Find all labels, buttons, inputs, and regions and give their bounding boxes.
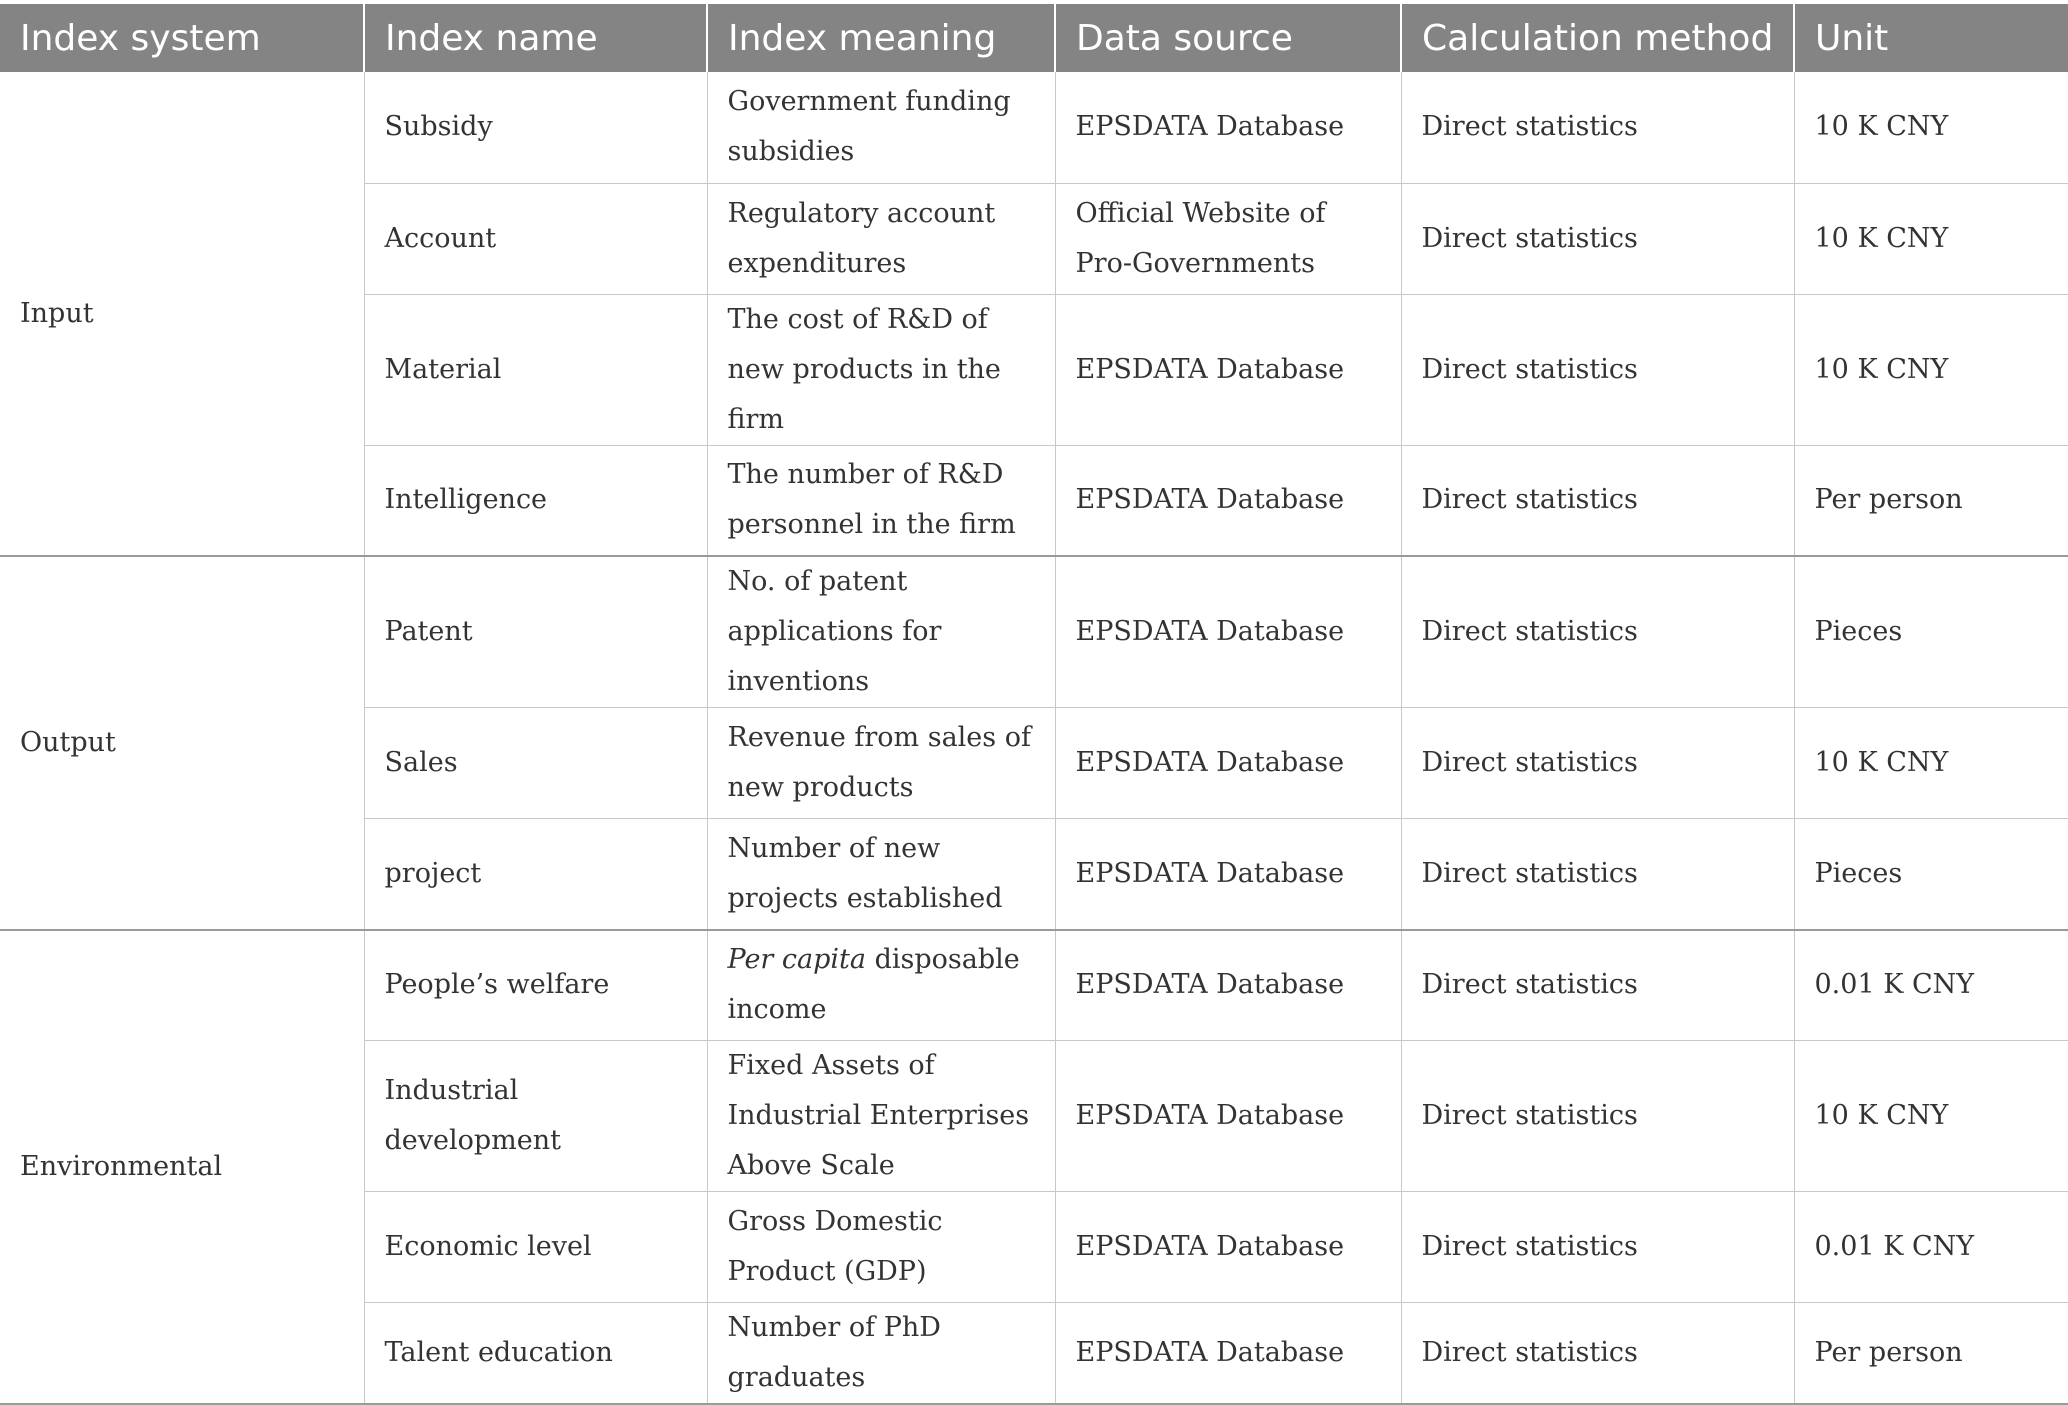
- index-meaning-cell: Number of new projects established: [707, 819, 1055, 930]
- data-source-cell: EPSDATA Database: [1055, 1192, 1401, 1303]
- calculation-method-cell: Direct statistics: [1401, 183, 1794, 294]
- unit-cell: Pieces: [1794, 819, 2068, 930]
- unit-cell: 10 K CNY: [1794, 183, 2068, 294]
- data-source-cell: EPSDATA Database: [1055, 556, 1401, 708]
- index-name-cell: Patent: [364, 556, 707, 708]
- index-name-cell: Subsidy: [364, 72, 707, 183]
- index-name-cell: People’s welfare: [364, 930, 707, 1041]
- data-source-cell: EPSDATA Database: [1055, 72, 1401, 183]
- table-row: [0, 556, 2068, 708]
- data-source-cell: EPSDATA Database: [1055, 819, 1401, 930]
- index-name-cell: Talent education: [364, 1303, 707, 1405]
- index-meaning-cell: Gross Domestic Product (GDP): [707, 1192, 1055, 1303]
- calculation-method-cell: Direct statistics: [1401, 72, 1794, 183]
- calculation-method-cell: Direct statistics: [1401, 930, 1794, 1041]
- data-source-cell: EPSDATA Database: [1055, 294, 1401, 445]
- index-meaning-cell: Number of PhD graduates: [707, 1303, 1055, 1405]
- calculation-method-cell: Direct statistics: [1401, 819, 1794, 930]
- header-data-source: Data source: [1055, 4, 1401, 72]
- unit-cell: 10 K CNY: [1794, 1041, 2068, 1192]
- index-name-cell: Account: [364, 183, 707, 294]
- table-header: [0, 4, 2068, 72]
- index-system-table: [0, 4, 2068, 1405]
- index-meaning-cell: The cost of R&D of new products in the firm: [707, 294, 1055, 445]
- unit-cell: Pieces: [1794, 556, 2068, 708]
- group-label-environmental: Environmental: [0, 930, 364, 1405]
- table-row: [0, 72, 2068, 183]
- unit-cell: 10 K CNY: [1794, 72, 2068, 183]
- calculation-method-cell: Direct statistics: [1401, 445, 1794, 556]
- table-body: [0, 72, 2068, 1404]
- index-meaning-cell: [707, 930, 1055, 1041]
- index-meaning-cell: The number of R&D personnel in the firm: [707, 445, 1055, 556]
- data-source-cell: EPSDATA Database: [1055, 708, 1401, 819]
- data-source-cell: EPSDATA Database: [1055, 930, 1401, 1041]
- index-name-cell: Industrial development: [364, 1041, 707, 1192]
- index-meaning-text: disposable income: [727, 944, 1020, 1026]
- calculation-method-cell: Direct statistics: [1401, 1303, 1794, 1405]
- data-source-cell: Official Website of Pro-Governments: [1055, 183, 1401, 294]
- calculation-method-cell: Direct statistics: [1401, 1041, 1794, 1192]
- table-row: [0, 930, 2068, 1041]
- index-meaning-italic: Per capita: [727, 944, 867, 976]
- header-calculation-method: Calculation method: [1401, 4, 1794, 72]
- unit-cell: 10 K CNY: [1794, 294, 2068, 445]
- index-meaning-cell: Regulatory account expenditures: [707, 183, 1055, 294]
- index-meaning-cell: No. of patent applications for inventions: [707, 556, 1055, 708]
- index-meaning-cell: Government funding subsidies: [707, 72, 1055, 183]
- calculation-method-cell: Direct statistics: [1401, 556, 1794, 708]
- index-name-cell: Economic level: [364, 1192, 707, 1303]
- unit-cell: Per person: [1794, 445, 2068, 556]
- header-index-system: Index system: [0, 4, 364, 72]
- group-label-input: Input: [0, 72, 364, 556]
- index-meaning-cell: Revenue from sales of new products: [707, 708, 1055, 819]
- index-name-cell: project: [364, 819, 707, 930]
- unit-cell: 10 K CNY: [1794, 708, 2068, 819]
- index-meaning-cell: Fixed Assets of Industrial Enterprises Above Scale: [707, 1041, 1055, 1192]
- header-unit: Unit: [1794, 4, 2068, 72]
- header-index-name: Index name: [364, 4, 707, 72]
- header-row: [0, 4, 2068, 72]
- unit-cell: Per person: [1794, 1303, 2068, 1405]
- data-source-cell: EPSDATA Database: [1055, 1041, 1401, 1192]
- data-source-cell: EPSDATA Database: [1055, 1303, 1401, 1405]
- header-index-meaning: Index meaning: [707, 4, 1055, 72]
- index-name-cell: Sales: [364, 708, 707, 819]
- unit-cell: 0.01 K CNY: [1794, 930, 2068, 1041]
- unit-cell: 0.01 K CNY: [1794, 1192, 2068, 1303]
- calculation-method-cell: Direct statistics: [1401, 294, 1794, 445]
- calculation-method-cell: Direct statistics: [1401, 708, 1794, 819]
- data-source-cell: EPSDATA Database: [1055, 445, 1401, 556]
- group-label-output: Output: [0, 556, 364, 930]
- index-name-cell: Intelligence: [364, 445, 707, 556]
- calculation-method-cell: Direct statistics: [1401, 1192, 1794, 1303]
- index-name-cell: Material: [364, 294, 707, 445]
